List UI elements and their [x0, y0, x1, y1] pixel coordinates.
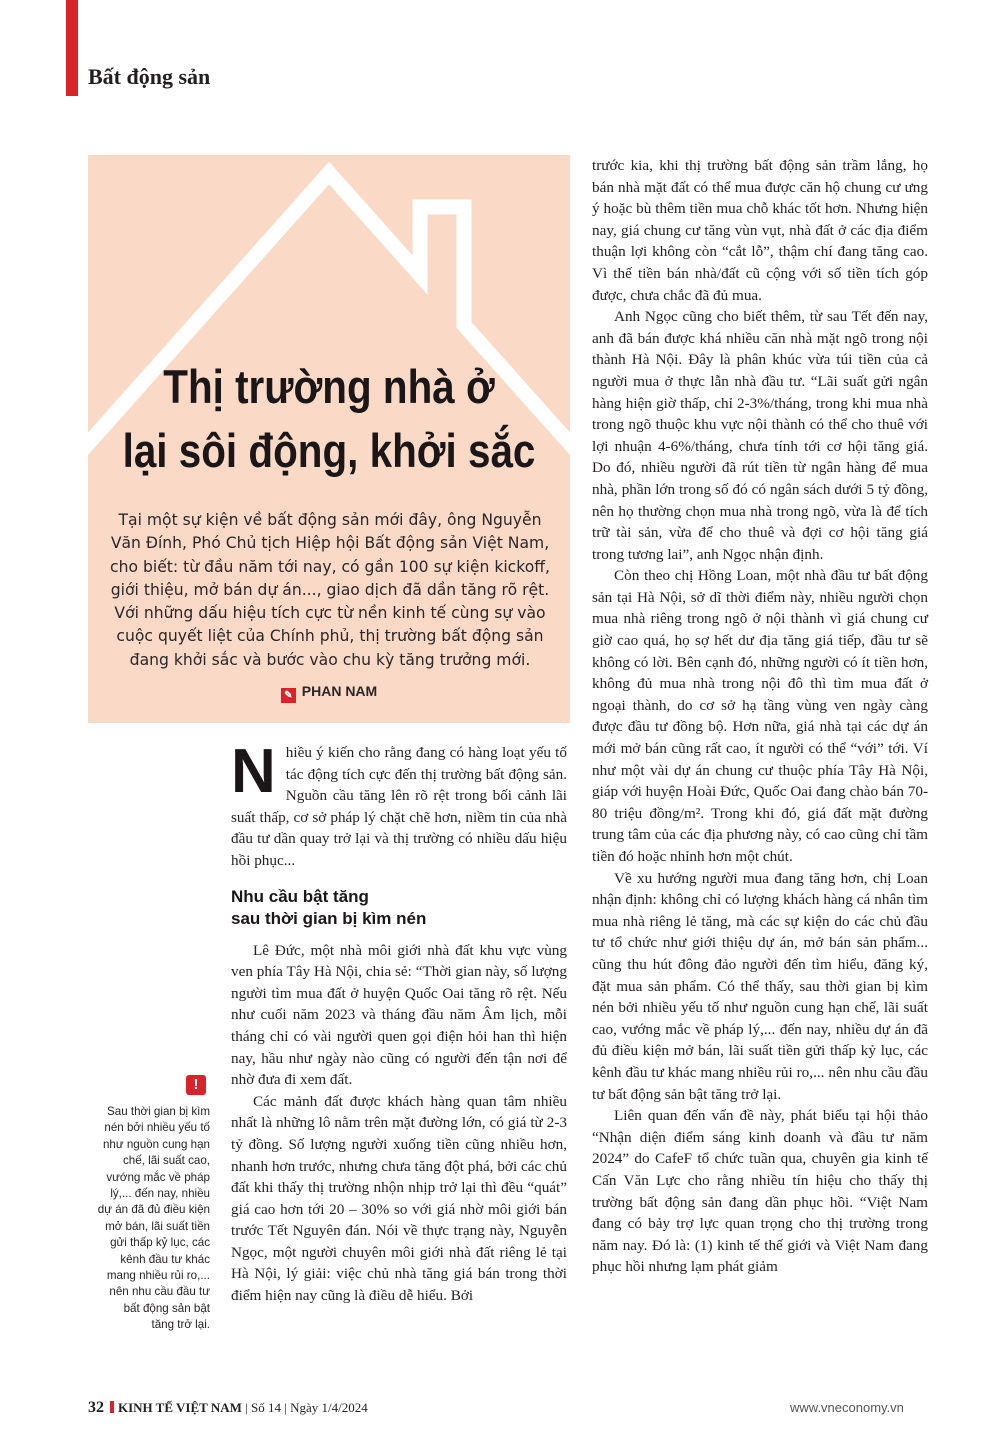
pull-quote-line: mang nhiều rủi ro,...: [106, 1269, 210, 1283]
pull-quote-line: chế, lãi suất cao,: [122, 1154, 210, 1168]
body-paragraph: Các mảnh đất được khách hàng quan tâm nhiều nhất là những lô nằm trên mặt đường lớn, có giá từ 2-3 tỷ đồng. Số lượng người xuống tiền cũng nhiều hơn, nhanh hơn trước, nhưng chưa tăng đột phá, bởi các chủ đất khi thấy thị trường nhộn nhịp trở lại thì đều “quát” giá cao hơn tới 20 – 30% so với giá nhờ môi giới bán trước Tết Nguyên đán. Nói về thực trạng này, Nguyễn Ngọc, một người chuyên môi giới nhà đất riêng lẻ tại Hà Nội, lý giải: việc chủ nhà tăng giá bán trong thời điểm hiện nay cũng là điều dễ hiểu. Bởi: [231, 1092, 567, 1305]
pull-quote-line: gửi thấp kỷ lục, các: [110, 1236, 210, 1250]
pull-quote-line: nên nhu cầu đầu tư: [109, 1285, 210, 1299]
pen-icon: ✎: [281, 688, 296, 703]
headline-line-1: Thị trường nhà ở: [163, 360, 495, 413]
pull-quote-line: vướng mắc về pháp: [106, 1170, 210, 1184]
body-paragraph: Anh Ngọc cũng cho biết thêm, từ sau Tết đến nay, anh đã bán được khá nhiều căn nhà mặt ngõ trong nội thành Hà Nội. Đây là phân khúc vừa túi tiền của cả người mua ở thực lẫn nhà đầu tư. “Lãi suất gửi ngân hàng hiện giờ thấp, chỉ 2-3%/tháng, trong khi mua nhà trong ngõ thuộc khu vực nội thành có thể cho thuê với lợi nhuận 4-6%/tháng, chưa tính tới cơ hội tăng giá. Do đó, nhiều người đã rút tiền từ ngân hàng để mua nhà, phần lớn trong số đó có ngân sách dưới 5 tỷ đồng, nên họ thường chọn mua nhà trong ngõ, vừa là để tích trữ tài sản, vừa để cho thuê và đợi cơ hội tăng giá trong tương lai”, anh Ngọc nhận định.: [592, 308, 928, 563]
issue-date: Ngày 1/4/2024: [290, 1400, 368, 1415]
article-column-1: [231, 737, 567, 1307]
body-paragraph: Còn theo chị Hồng Loan, một nhà đầu tư bất động sản tại Hà Nội, sở dĩ thời điểm này, nhiều người chọn mua nhà riêng trong ngõ ở nội thành vì giá chung cư giờ cao quá, họ sợ hết dư địa tăng giá tiếp, đầu tư sẽ không có lời. Bên cạnh đó, những người có ít tiền hơn, không đủ mua nhà trong nội đô thì tìm mua đất ở ngoại thành, do cơ sở hạ tầng vùng ven ngày càng được đầu tư đồng bộ. Hơn nữa, giá nhà tại các dự án mới mở bán cũng rất cao, ít người có thể “với” tới. Ví như một vài dự án chung cư thuộc phía Tây Hà Nội, giáp với huyện Hoài Đức, Quốc Oai đang chào bán 70-80 triệu đồng/m². Trong khi đó, giá đất mặt đường trung tâm của các địa phương này, có cao cũng chỉ tầm tiền đó hoặc nhỉnh hơn một chút.: [592, 567, 928, 865]
issue-number: Số 14: [251, 1400, 281, 1415]
subheading: [231, 886, 567, 930]
drop-cap: N: [231, 737, 276, 806]
intro-paragraph: [231, 737, 567, 872]
page-footer: [88, 1399, 368, 1417]
author-name: PHAN NAM: [301, 683, 378, 699]
body-paragraph: Lê Đức, một nhà môi giới nhà đất khu vực vùng ven phía Tây Hà Nội, chia sẻ: “Thời gian này, số lượng người tìm mua đất ở huyện Quốc Oai tăng rõ rệt. Nếu như cuối năm 2023 và tháng đầu năm Âm lịch, mỗi tháng chỉ có vài người quen gọi điện hỏi han thì hiện nay, hầu như ngày nào cũng có người đến tận nơi để nhờ đưa đi xem đất.: [231, 941, 567, 1089]
hero-banner: [88, 155, 570, 723]
pull-quote-line: kênh đầu tư khác: [120, 1252, 210, 1266]
article-column-2: [592, 155, 928, 1278]
pull-quote-line: nén bởi nhiều yếu tố: [104, 1121, 210, 1135]
page-number: 32: [88, 1399, 104, 1416]
pull-quote-line: dự án đã đủ điều kiện: [97, 1203, 210, 1217]
footer-separator: |: [245, 1400, 248, 1415]
intro-text: hiều ý kiến cho rằng đang có hàng loạt yếu tố tác động tích cực đến thị trường bất động sản. Nguồn cầu tăng lên rõ rệt trong bối cảnh lãi suất thấp, cơ sở pháp lý chặt chẽ hơn, niềm tin của nhà đầu tư dần quay trở lại và thị trường có nhiều dấu hiệu hồi phục...: [231, 744, 567, 869]
pull-quote-line: lý,... đến nay, nhiều: [110, 1187, 210, 1201]
headline-line-2: lại sôi động, khởi sắc: [122, 424, 536, 477]
subheading-line-2: sau thời gian bị kìm nén: [231, 908, 427, 928]
footer-accent-mark: [110, 1401, 114, 1413]
publication-name: KINH TẾ VIỆT NAM: [118, 1400, 242, 1415]
section-accent-bar: [66, 0, 78, 96]
section-label: Bất động sản: [88, 64, 211, 89]
body-paragraph: Liên quan đến vấn đề này, phát biểu tại hội thảo “Nhận diện điểm sáng kinh doanh và đầu tư năm 2024” do CafeF tổ chức tuần qua, chuyên gia kinh tế Cấn Văn Lực cho rằng nhiều tín hiệu cho thấy thị trường bất động sản đang dần phục hồi. “Việt Nam đang có bảy trợ lực quan trọng cho thị trường trong năm nay. Đó là: (1) kinh tế thế giới và Việt Nam đang phục hồi nhưng lạm phát giảm: [592, 1107, 928, 1276]
pull-quote: [92, 1104, 210, 1334]
headline: [122, 355, 537, 483]
body-paragraph: Về xu hướng người mua đang tăng hơn, chị Loan nhận định: không chỉ có lượng khách hàng cá nhân tìm mua nhà riêng lẻ tăng, mà các sự kiện do các chủ đầu tư tổ chức như giới thiệu dự án, mở bán sản phẩm... cũng thu hút đông đảo người đến tìm hiểu, đăng ký, đặt mua sản phẩm. Có thể thấy, sau thời gian bị kìm nén bởi nhiều yếu tố như nguồn cung hạn chế, lãi suất cao, vướng mắc về pháp lý,... đến nay, nhiều dự án đã đủ điều kiện mở bán, lãi suất tiền gửi thấp kỷ lục, các kênh đầu tư khác mang nhiều rủi ro,... nên nhu cầu đầu tư bất động sản bật tăng trở lại.: [592, 869, 928, 1103]
pull-quote-line: Sau thời gian bị kìm: [107, 1105, 210, 1118]
pull-quote-line: mở bán, lãi suất tiền: [105, 1219, 210, 1233]
lead-paragraph: Tại một sự kiện về bất động sản mới đây, ông Nguyễn Văn Đính, Phó Chủ tịch Hiệp hội Bất động sản Việt Nam, cho biết: từ đầu năm tới nay, có gần 100 sự kiện kickoff, giới thiệu, mở bán dự án..., giao dịch đã dần tăng rõ rệt. Với những dấu hiệu tích cực từ nền kinh tế cùng sự vào cuộc quyết liệt của Chính phủ, thị trường bất động sản đang khởi sắc và bước vào chu kỳ tăng trưởng mới.: [110, 511, 550, 669]
subheading-line-1: Nhu cầu bật tăng: [231, 886, 369, 906]
pull-quote-line: tăng trở lại.: [151, 1318, 210, 1332]
website-link[interactable]: www.vneconomy.vn: [790, 1400, 904, 1415]
footer-separator: |: [284, 1400, 287, 1415]
pull-quote-line: bất động sản bật: [123, 1301, 210, 1315]
alert-icon: !: [186, 1075, 206, 1095]
pull-quote-line: như nguồn cung hạn: [102, 1137, 210, 1151]
byline: [88, 683, 570, 703]
body-paragraph: trước kia, khi thị trường bất động sản trầm lắng, họ bán nhà mặt đất có thể mua được căn hộ chung cư ưng ý hoặc bù thêm tiền mua chỗ khác tốt hơn. Nhưng hiện nay, giá chung cư tăng vùn vụt, nhà đất ở các địa điểm thuận lợi không còn “cắt lỗ”, thậm chí đang tăng cao. Vì thế tiền bán nhà/đất cũ cộng với số tiền tích góp được, chưa chắc đã đủ mua.: [592, 157, 928, 304]
